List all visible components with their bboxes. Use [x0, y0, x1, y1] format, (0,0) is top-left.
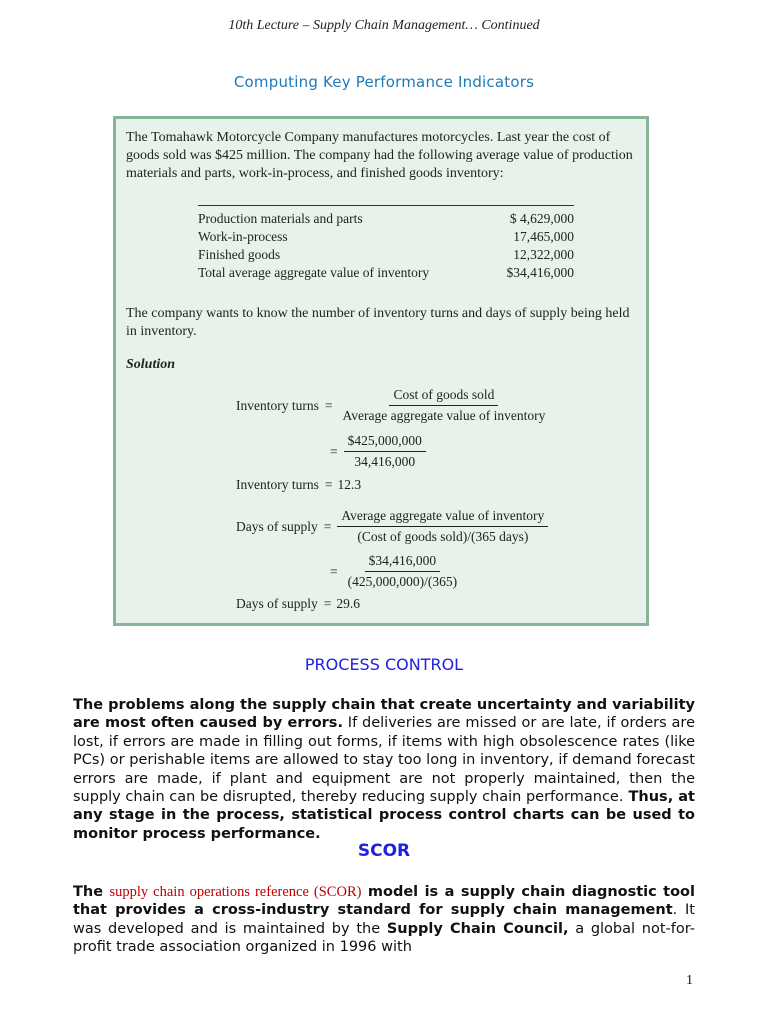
equals-sign: = [324, 397, 333, 413]
days-of-supply-substitution [324, 553, 461, 590]
page-number: 1 [686, 973, 693, 988]
row-item: Total average aggregate value of inventory [198, 265, 430, 280]
table-top-rule [198, 205, 574, 206]
emphasis-text: model is a supply chain diagnostic tool that provides a cross-industry standard for supply chain management [73, 884, 695, 919]
fraction [338, 387, 549, 424]
row-value: $34,416,000 [506, 265, 574, 280]
fraction [344, 553, 461, 590]
numerator: Cost of goods sold [389, 387, 498, 406]
inventory-turns-result [236, 477, 361, 493]
emphasis-text: The problems along the supply chain that create uncertainty and variability are most often caused by errors. [73, 697, 695, 732]
formula-label: Days of supply [236, 518, 318, 534]
formula-label: Inventory turns [236, 397, 319, 413]
example-question: The company wants to know the number of inventory turns and days of supply being held in inventory. [126, 306, 630, 339]
equals-sign: = [330, 563, 338, 579]
numerator: Average aggregate value of inventory [337, 508, 548, 527]
row-value: $ 4,629,000 [509, 211, 574, 226]
formula-label: Days of supply [236, 596, 318, 611]
emphasis-text: The [73, 884, 110, 900]
formula-label: Inventory turns [236, 477, 319, 492]
emphasis-text: Thus, at any stage in the process, statistical process control charts can be used to monitor process performance. [73, 789, 695, 842]
equals-sign: = [323, 518, 332, 534]
body-text: a global not-for-profit trade association organized in 1996 with [73, 920, 695, 956]
days-of-supply-formula [236, 508, 548, 545]
body-text: . It was developed and is maintained by the [73, 902, 695, 937]
body-text: If deliveries are missed or are late, if orders are lost, if errors are made in filling out forms, if items with high obsolescence rates (like PCs) or perishable items are allowed to stay too long in inventory, if demand forecast errors are made, if plant and equipment are not properly maintained, then the supply chain can be disrupted, thereby reducing supply chain performance. [73, 715, 695, 806]
equals-sign: = [330, 443, 338, 459]
row-item: Work-in-process [198, 229, 288, 244]
inventory-turns-formula [236, 387, 549, 424]
row-value: 12,322,000 [513, 247, 574, 262]
row-value: 17,465,000 [513, 229, 574, 244]
numerator: $425,000,000 [344, 433, 426, 452]
table-row [198, 264, 574, 282]
fraction [337, 508, 548, 545]
table-row [198, 210, 574, 228]
running-header: 10th Lecture – Supply Chain Management… Continued [228, 18, 540, 33]
solution-label: Solution [126, 357, 176, 372]
process-control-title: PROCESS CONTROL [304, 655, 464, 674]
denominator: (Cost of goods sold)/(365 days) [357, 529, 529, 544]
denominator: (425,000,000)/(365) [347, 574, 458, 589]
numerator: $34,416,000 [365, 553, 441, 572]
scor-paragraph [73, 883, 695, 957]
scor-term: supply chain operations reference (SCOR) [109, 884, 362, 900]
table-row [198, 246, 574, 264]
inventory-turns-substitution [324, 433, 426, 470]
table-row [198, 228, 574, 246]
fraction [344, 433, 426, 470]
row-item: Production materials and parts [198, 211, 363, 226]
kpi-section-title: Computing Key Performance Indicators [233, 73, 535, 91]
equals-sign: = [323, 596, 332, 611]
process-control-paragraph [73, 696, 695, 843]
inventory-table [198, 205, 574, 282]
days-of-supply-result [236, 596, 360, 612]
result-value: 12.3 [337, 477, 362, 492]
result-value: 29.6 [336, 596, 360, 611]
denominator: 34,416,000 [354, 454, 416, 469]
equals-sign: = [324, 477, 333, 492]
scor-title: SCOR [357, 841, 411, 861]
row-item: Finished goods [198, 247, 281, 262]
emphasis-text: Supply Chain Council, [386, 920, 569, 937]
denominator: Average aggregate value of inventory [342, 408, 546, 423]
example-intro: The Tomahawk Motorcycle Company manufactures motorcycles. Last year the cost of goods sold was $425 million. The company had the following average value of production materials and parts, work-in-process, and finished goods inventory: [126, 130, 633, 181]
kpi-example-box [113, 116, 649, 626]
